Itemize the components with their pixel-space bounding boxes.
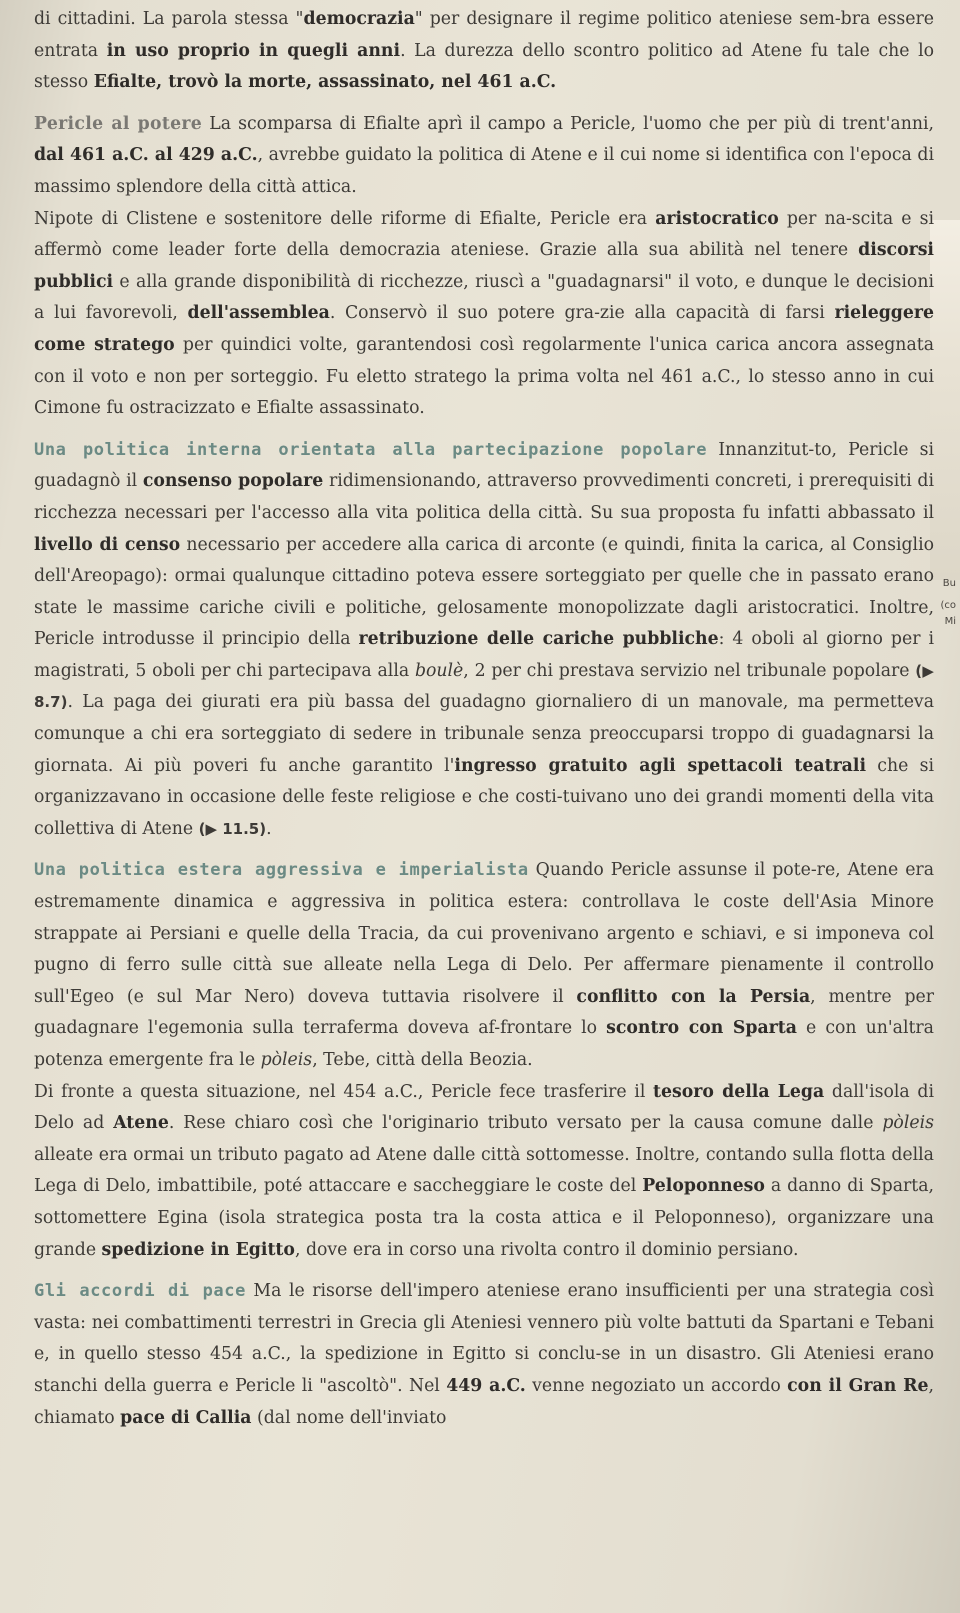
book-page (34, 4, 934, 1434)
section-heading: Una politica interna orientata alla partecipazione popolare (34, 439, 708, 460)
paragraph-tesoro-della-lega: Di fronte a questa situazione, nel 454 a.C., Pericle fece trasferire il tesoro della Lega dall'isola di Delo ad Atene. Rese chiaro così che l'originario tributo versato per la causa comune dalle pòleis alleate era ormai un tributo pagato ad Atene dalle città sottomesse. Inoltre, contando sulla flotta della Lega di Delo, imbattibile, poté attaccare e saccheggiare le coste del Peloponneso a danno di Sparta, sottomettere Egina (isola strategica posta tra la costa attica e il Peloponneso), organizzare una grande spedizione in Egitto, dove era in corso una rivolta contro il dominio persiano. (34, 1081, 934, 1260)
cross-reference: (▶ 8.7) (34, 661, 934, 712)
section-heading: Una politica estera aggressiva e imperialista (34, 860, 529, 881)
paragraph-accordi-di-pace: Gli accordi di pace Ma le risorse dell'impero ateniese erano insufficienti per una strategia così vasta: nei combattimenti terrestri in Grecia gli Ateniesi vennero più volte battuti da Spartani e Tebani e, in quello stesso 454 a.C., la spedizione in Egitto si conclu-se in un disastro. Gli Ateniesi erano stanchi della guerra e Pericle li "ascoltò". Nel 449 a.C. venne negoziato un accordo con il Gran Re, chiamato pace di Callia (dal nome dell'inviato (34, 1281, 934, 1428)
margin-fragment: Bu (942, 578, 956, 589)
paragraph-politica-interna: Una politica interna orientata alla partecipazione popolare Innanzitut-to, Pericle si guadagnò il consenso popolare ridimensionando, attraverso provvedimenti concreti, i prerequisiti di ricchezza necessari per l'accesso alla vita politica della città. Su sua proposta fu infatti abbassato il livello di censo necessario per accedere alla carica di arconte (e quindi, finita la carica, al Consiglio dell'Areopago): ormai qualunque cittadino poteva essere sorteggiato per quelle che in passato erano state le massime cariche civili e politiche, gelosamente monopolizzate dagli aristocratici. Inoltre, Pericle introdusse il principio della retribuzione delle cariche pubbliche: 4 oboli al giorno per i magistrati, 5 oboli per chi partecipava alla boulè, 2 per chi prestava servizio nel tribunale popolare (▶ 8.7). La paga dei giurati era più bassa del guadagno giornaliero di un manovale, ma permetteva comunque a chi era sorteggiato di sedere in tribunale senza preoccuparsi troppo di guadagnarsi la giornata. Ai più poveri fu anche garantito l'ingresso gratuito agli spettacoli teatrali che si organizzavano in occasione delle feste religiose e che costi-tuivano uno dei grandi momenti della vita collettiva di Atene (▶ 11.5). (34, 439, 935, 839)
margin-fragment: (co (940, 600, 956, 611)
section-heading: Gli accordi di pace (34, 1281, 246, 1302)
margin-fragment: Mi (944, 616, 956, 627)
paragraph-politica-estera: Una politica estera aggressiva e imperialista Quando Pericle assunse il pote-re, Atene era estremamente dinamica e aggressiva in politica estera: controllava le coste dell'Asia Minore strappate ai Persiani e quelle della Tracia, da cui provenivano argento e schiavi, e si imponeva col pugno di ferro sulle città sue alleate nella Lega di Delo. Per affermare pienamente il controllo sull'Egeo (e sul Mar Nero) doveva tuttavia risolvere il conflitto con la Persia, mentre per guadagnare l'egemonia sulla terraferma doveva af-frontare lo scontro con Sparta e con un'altra potenza emergente fra le pòleis, Tebe, città della Beozia. (34, 860, 934, 1070)
paragraph-intro: di cittadini. La parola stessa "democrazia" per designare il regime politico ateniese sem-bra essere entrata in uso proprio in quegli anni. La durezza dello scontro politico ad Atene fu tale che lo stesso Efialte, trovò la morte, assassinato, nel 461 a.C. (34, 9, 935, 93)
page-edge-strip (930, 220, 960, 627)
paragraph-pericle-al-potere: Pericle al potere La scomparsa di Efialte aprì il campo a Pericle, l'uomo che per più di trent'anni, dal 461 a.C. al 429 a.C., avrebbe guidato la politica di Atene e il cui nome si identifica con l'epoca di massimo splendore della città attica. (34, 113, 934, 197)
cross-reference: (▶ 11.5) (198, 819, 267, 838)
section-heading: Pericle al potere (34, 113, 203, 134)
paragraph-nipote-di-clistene: Nipote di Clistene e sostenitore delle riforme di Efialte, Pericle era aristocratico per na-scita e si affermò come leader forte della democrazia ateniese. Grazie alla sua abilità nel tenere discorsi pubblici e alla grande disponibilità di ricchezze, riuscì a "guadagnarsi" il voto, e dunque le decisioni a lui favorevoli, dell'assemblea. Conservò il suo potere gra-zie alla capacità di farsi rieleggere come stratego per quindici volte, garantendosi così regolarmente l'unica carica ancora assegnata con il voto e non per sorteggio. Fu eletto stratego la prima volta nel 461 a.C., lo stesso anno in cui Cimone fu ostracizzato e Efialte assassinato. (34, 208, 934, 419)
